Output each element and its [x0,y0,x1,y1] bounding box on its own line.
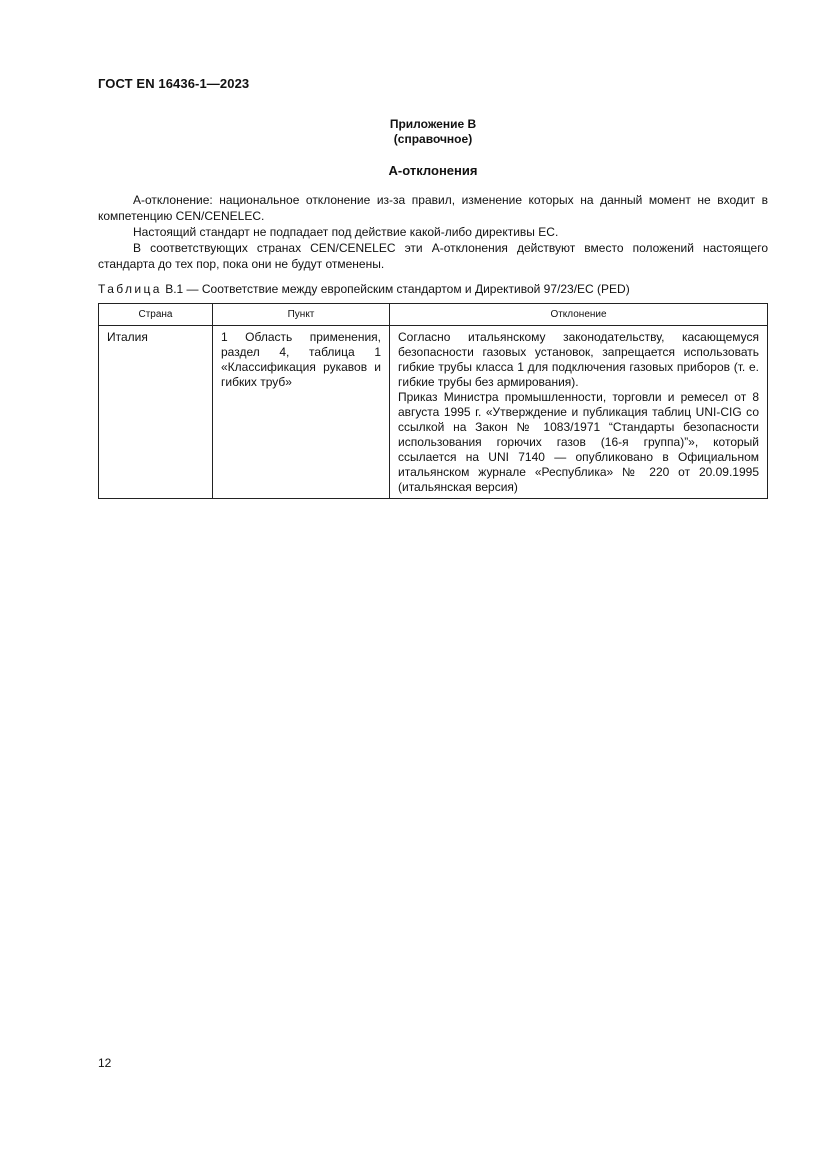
table-row [99,326,768,499]
header-deviation: Отклонение [390,304,768,326]
paragraph: Настоящий стандарт не подпадает под действие какой-либо директивы ЕС. [133,225,559,239]
paragraph: А-отклонение: национальное отклонение из-за правил, изменение которых на данный момент не входит в компетенцию CEN/CENELEC. [98,193,768,223]
body-text [98,192,768,272]
header-clause: Пункт [213,304,390,326]
document-header: ГОСТ EN 16436-1—2023 [98,76,250,91]
deviations-table [98,303,768,499]
table-header-row [99,304,768,326]
annex-title: Приложение В [389,117,477,131]
section-title: А-отклонения [388,163,478,178]
cell-country: Италия [99,326,213,499]
annex-subtitle: (справочное) [393,132,473,146]
annex-heading [98,117,768,147]
paragraph: В соответствующих странах CEN/CENELEC эти А-отклонения действуют вместо положений настоящего стандарта до тех пор, пока они не будут отменены. [98,241,768,271]
table-caption-label: Таблица [98,282,162,296]
page-number: 12 [98,1056,112,1070]
deviation-paragraph: Согласно итальянскому законодательству, касающемуся безопасности газовых установок, запрещается использовать гибкие трубы класса 1 для подключения газовых приборов (т. е. гибкие трубы без армирования). [398,330,759,389]
header-country: Страна [99,304,213,326]
table-caption-text: В.1 — Соответствие между европейским стандартом и Директивой 97/23/ЕС (PED) [165,282,630,296]
deviation-paragraph: Приказ Министра промышленности, торговли и ремесел от 8 августа 1995 г. «Утверждение и публикация таблиц UNI-CIG со ссылкой на Закон № 1083/1971 “Стандарты безопасности использования горючих газов (16-я группа)”», который ссылается на UNI 7140 — опубликовано в Официальном итальянском журнале «Республика» № 220 от 20.09.1995 (итальянская версия) [398,390,759,494]
cell-clause: 1 Область применения, раздел 4, таблица 1 «Классификация рукавов и гибких труб» [213,326,390,499]
cell-deviation [390,326,768,499]
table-caption [98,282,630,296]
